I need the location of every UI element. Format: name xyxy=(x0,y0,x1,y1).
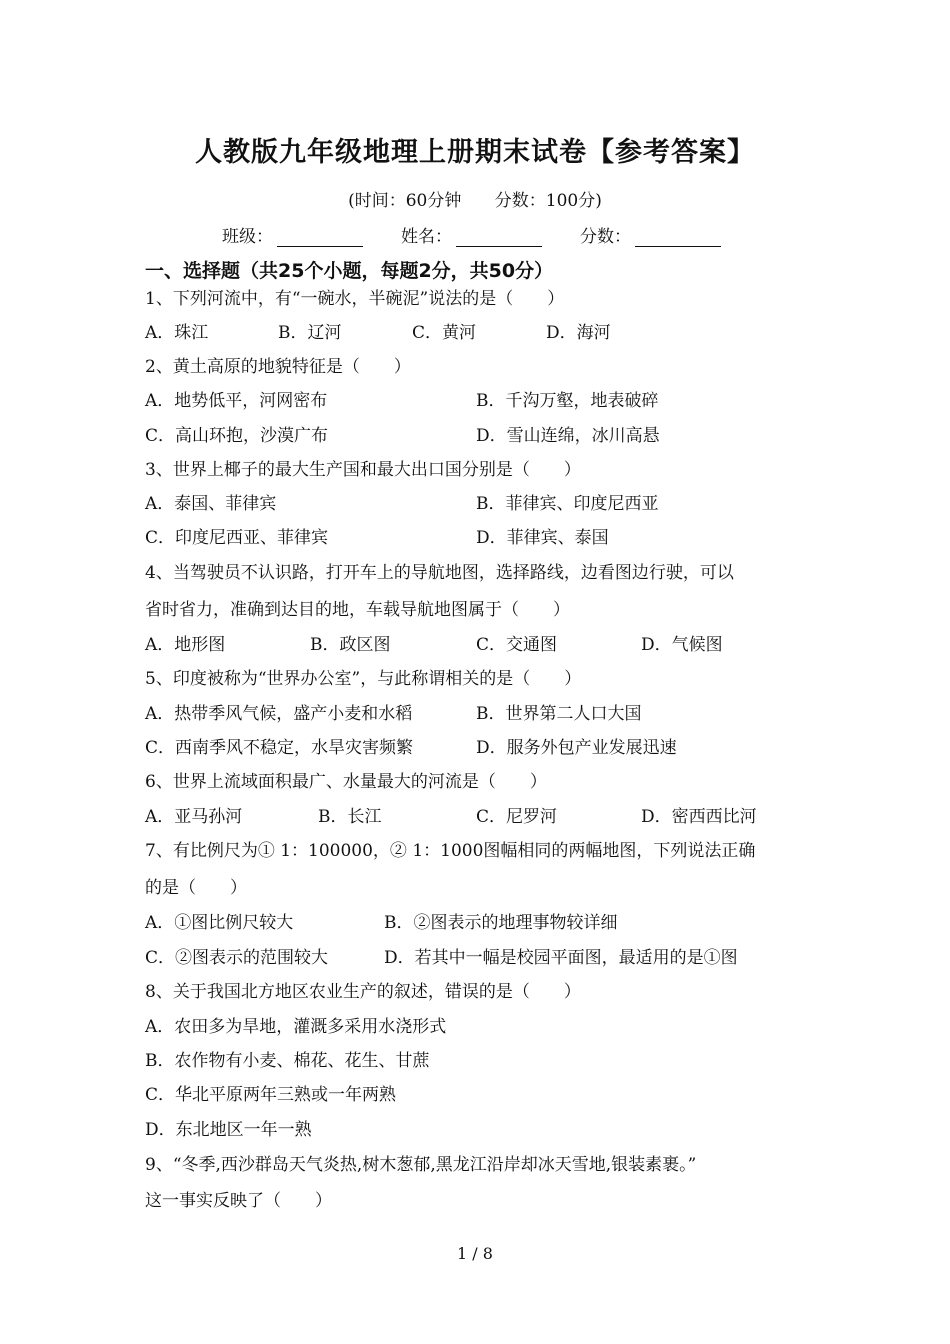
exam-meta xyxy=(0,186,950,211)
time-label: (时间：60分钟 xyxy=(348,191,462,211)
question-6: 6、世界上流域面积最广、水量最大的河流是（ ） xyxy=(145,772,547,792)
question-5: 5、印度被称为“世界办公室”，与此称谓相关的是（ ） xyxy=(145,669,582,689)
question-9-line-2: 这一事实反映了（ ） xyxy=(145,1191,332,1211)
option: C．高山环抱，沙漠广布 xyxy=(145,426,329,446)
question-9-line-1: 9、“冬季,西沙群岛天气炎热,树木葱郁,黑龙江沿岸却冰天雪地,银装素裹。” xyxy=(145,1155,697,1175)
option: A．地形图 xyxy=(145,635,226,655)
student-info xyxy=(222,222,759,247)
option: C．尼罗河 xyxy=(476,807,558,827)
page-title: 人教版九年级地理上册期末试卷【参考答案】 xyxy=(195,137,755,168)
class-label: 班级： xyxy=(222,227,273,247)
option: A．亚马孙河 xyxy=(145,807,243,827)
question-7-line-1: 7、有比例尺为① 1：100000，② 1：1000图幅相同的两幅地图，下列说法正确 xyxy=(145,841,756,861)
option: B．农作物有小麦、棉花、花生、甘蔗 xyxy=(145,1051,430,1071)
option: D．东北地区一年一熟 xyxy=(145,1120,312,1140)
option: C．②图表示的范围较大 xyxy=(145,948,329,968)
score-blank[interactable] xyxy=(635,228,721,247)
question-4-line-1: 4、当驾驶员不认识路，打开车上的导航地图，选择路线，边看图边行驶，可以 xyxy=(145,563,734,583)
option: A．珠江 xyxy=(145,323,209,343)
option: D．气候图 xyxy=(641,635,723,655)
question-4-line-2: 省时省力，准确到达目的地，车载导航地图属于（ ） xyxy=(145,600,570,620)
option: B．政区图 xyxy=(310,635,391,655)
page-number: 1 / 8 xyxy=(457,1244,493,1263)
option: D．雪山连绵，冰川高悬 xyxy=(476,426,660,446)
option: C．西南季风不稳定，水旱灾害频繁 xyxy=(145,738,414,758)
option: D．服务外包产业发展迅速 xyxy=(476,738,677,758)
option: D．菲律宾、泰国 xyxy=(476,528,609,548)
option: B．②图表示的地理事物较详细 xyxy=(384,913,618,933)
score-total-label: 分数：100分) xyxy=(494,191,602,211)
name-blank[interactable] xyxy=(456,228,542,247)
option: B．千沟万壑，地表破碎 xyxy=(476,391,659,411)
option: C．印度尼西亚、菲律宾 xyxy=(145,528,329,548)
option: C．华北平原两年三熟或一年两熟 xyxy=(145,1085,397,1105)
option: B．菲律宾、印度尼西亚 xyxy=(476,494,659,514)
option: D．若其中一幅是校园平面图，最适用的是①图 xyxy=(384,948,738,968)
question-3: 3、世界上椰子的最大生产国和最大出口国分别是（ ） xyxy=(145,460,581,480)
option: A．泰国、菲律宾 xyxy=(145,494,277,514)
section-title: 一、选择题（共25个小题，每题2分，共50分） xyxy=(145,260,554,282)
option: A．热带季风气候，盛产小麦和水稻 xyxy=(145,704,413,724)
option: A．地势低平，河网密布 xyxy=(145,391,328,411)
name-label: 姓名： xyxy=(401,227,452,247)
class-blank[interactable] xyxy=(277,228,363,247)
score-label: 分数： xyxy=(580,227,631,247)
option: C．交通图 xyxy=(476,635,558,655)
option: B．辽河 xyxy=(278,323,342,343)
question-8: 8、关于我国北方地区农业生产的叙述，错误的是（ ） xyxy=(145,982,581,1002)
option: A．①图比例尺较大 xyxy=(145,913,294,933)
question-1: 1、下列河流中，有“一碗水，半碗泥”说法的是（ ） xyxy=(145,289,565,309)
option: B．世界第二人口大国 xyxy=(476,704,642,724)
option: B．长江 xyxy=(318,807,382,827)
option: D．海河 xyxy=(546,323,611,343)
question-7-line-2: 的是（ ） xyxy=(145,878,247,898)
option: A．农田多为旱地，灌溉多采用水浇形式 xyxy=(145,1017,447,1037)
option: C．黄河 xyxy=(412,323,477,343)
question-2: 2、黄土高原的地貌特征是（ ） xyxy=(145,357,411,377)
option: D．密西西比河 xyxy=(641,807,757,827)
